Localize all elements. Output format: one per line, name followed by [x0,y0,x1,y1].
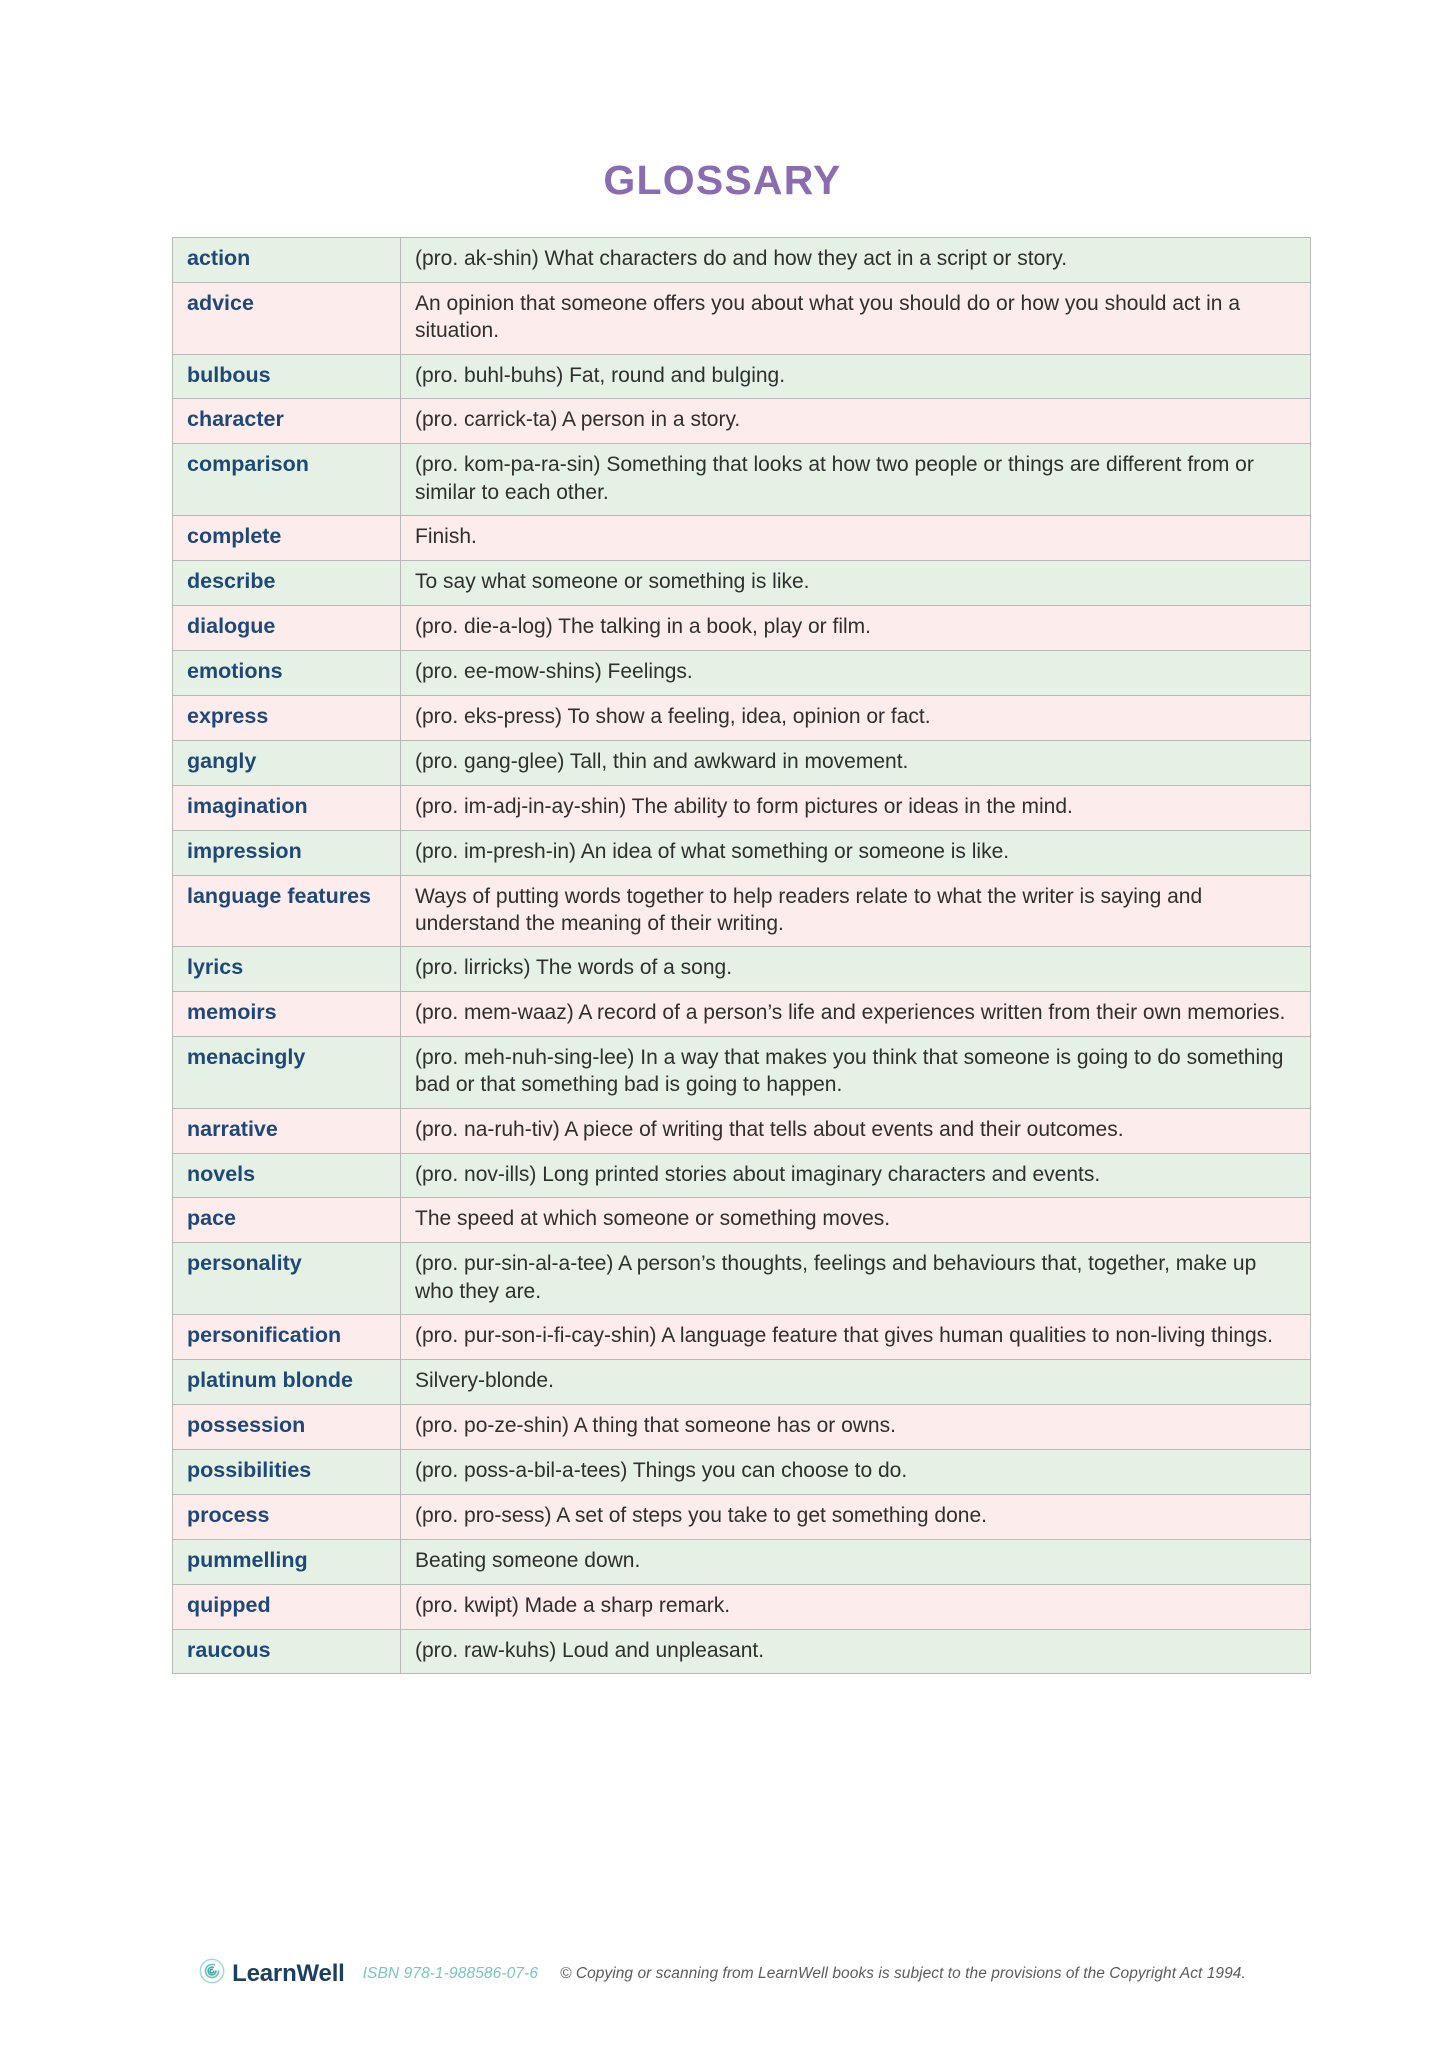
glossary-table-body [173,238,1311,1674]
glossary-row [173,1629,1311,1674]
glossary-row [173,238,1311,283]
glossary-definition: The speed at which someone or something moves. [401,1198,1311,1243]
glossary-row [173,399,1311,444]
glossary-row [173,1036,1311,1108]
copyright-notice: © Copying or scanning from LearnWell books is subject to the provisions of the Copyright Act 1994. [560,1964,1246,1982]
glossary-term: memoirs [173,992,401,1037]
glossary-term: quipped [173,1584,401,1629]
glossary-term: lyrics [173,947,401,992]
glossary-definition: (pro. poss-a-bil-a-tees) Things you can choose to do. [401,1449,1311,1494]
glossary-row [173,1584,1311,1629]
glossary-term: bulbous [173,354,401,399]
glossary-row [173,1404,1311,1449]
glossary-row [173,1494,1311,1539]
glossary-definition: Silvery-blonde. [401,1359,1311,1404]
glossary-row [173,444,1311,516]
glossary-term: novels [173,1153,401,1198]
glossary-definition: (pro. im-adj-in-ay-shin) The ability to form pictures or ideas in the mind. [401,785,1311,830]
glossary-term: impression [173,830,401,875]
glossary-row [173,947,1311,992]
glossary-row [173,605,1311,650]
glossary-definition: (pro. kom-pa-ra-sin) Something that looks at how two people or things are different from or similar to each other. [401,444,1311,516]
glossary-row [173,650,1311,695]
glossary-definition: (pro. ee-mow-shins) Feelings. [401,650,1311,695]
glossary-definition: (pro. raw-kuhs) Loud and unpleasant. [401,1629,1311,1674]
glossary-row [173,785,1311,830]
glossary-definition: (pro. pur-son-i-fi-cay-shin) A language feature that gives human qualities to non-living things. [401,1314,1311,1359]
glossary-definition: (pro. im-presh-in) An idea of what something or someone is like. [401,830,1311,875]
glossary-row [173,1539,1311,1584]
glossary-row [173,516,1311,561]
glossary-definition: (pro. na-ruh-tiv) A piece of writing that tells about events and their outcomes. [401,1108,1311,1153]
glossary-row [173,1243,1311,1315]
glossary-definition: (pro. pur-sin-al-a-tee) A person’s thoughts, feelings and behaviours that, together, make up who they are. [401,1243,1311,1315]
learnwell-logo [199,1958,344,1989]
glossary-term: character [173,399,401,444]
glossary-term: express [173,695,401,740]
glossary-term: describe [173,560,401,605]
glossary-row [173,1153,1311,1198]
glossary-term: complete [173,516,401,561]
glossary-term: process [173,1494,401,1539]
glossary-term: imagination [173,785,401,830]
glossary-row [173,560,1311,605]
glossary-definition: (pro. gang-glee) Tall, thin and awkward in movement. [401,740,1311,785]
glossary-row [173,282,1311,354]
glossary-term: pummelling [173,1539,401,1584]
glossary-row [173,740,1311,785]
glossary-definition: (pro. meh-nuh-sing-lee) In a way that makes you think that someone is going to do something bad or that something bad is going to happen. [401,1036,1311,1108]
glossary-row [173,354,1311,399]
glossary-term: advice [173,282,401,354]
glossary-term: dialogue [173,605,401,650]
glossary-definition: Finish. [401,516,1311,561]
glossary-definition: (pro. lirricks) The words of a song. [401,947,1311,992]
page-title: GLOSSARY [603,157,842,203]
glossary-term: emotions [173,650,401,695]
glossary-definition: To say what someone or something is like. [401,560,1311,605]
glossary-row [173,695,1311,740]
glossary-term: comparison [173,444,401,516]
glossary-definition: (pro. nov-ills) Long printed stories about imaginary characters and events. [401,1153,1311,1198]
glossary-row [173,1449,1311,1494]
glossary-row [173,1198,1311,1243]
glossary-definition: Beating someone down. [401,1539,1311,1584]
page-footer [0,1958,1445,1989]
glossary-row [173,875,1311,947]
glossary-term: gangly [173,740,401,785]
brand-name: LearnWell [232,1959,345,1987]
glossary-definition: An opinion that someone offers you about what you should do or how you should act in a situation. [401,282,1311,354]
glossary-term: platinum blonde [173,1359,401,1404]
glossary-row [173,830,1311,875]
isbn-text: ISBN 978-1-988586-07-6 [362,1964,539,1982]
glossary-term: personification [173,1314,401,1359]
glossary-definition: (pro. mem-waaz) A record of a person’s life and experiences written from their own memories. [401,992,1311,1037]
glossary-definition: (pro. buhl-buhs) Fat, round and bulging. [401,354,1311,399]
glossary-table [172,237,1311,1674]
glossary-definition: (pro. die-a-log) The talking in a book, play or film. [401,605,1311,650]
glossary-definition: Ways of putting words together to help readers relate to what the writer is saying and understand the meaning of their writing. [401,875,1311,947]
glossary-term: narrative [173,1108,401,1153]
glossary-definition: (pro. pro-sess) A set of steps you take to get something done. [401,1494,1311,1539]
glossary-definition: (pro. ak-shin) What characters do and how they act in a script or story. [401,238,1311,283]
glossary-row [173,992,1311,1037]
glossary-term: raucous [173,1629,401,1674]
glossary-row [173,1314,1311,1359]
glossary-term: possession [173,1404,401,1449]
glossary-term: possibilities [173,1449,401,1494]
glossary-definition: (pro. eks-press) To show a feeling, idea, opinion or fact. [401,695,1311,740]
glossary-row [173,1108,1311,1153]
glossary-term: action [173,238,401,283]
spiral-icon [199,1958,225,1989]
glossary-row [173,1359,1311,1404]
glossary-term: menacingly [173,1036,401,1108]
glossary-definition: (pro. po-ze-shin) A thing that someone has or owns. [401,1404,1311,1449]
glossary-definition: (pro. kwipt) Made a sharp remark. [401,1584,1311,1629]
glossary-definition: (pro. carrick-ta) A person in a story. [401,399,1311,444]
glossary-term: pace [173,1198,401,1243]
glossary-term: language features [173,875,401,947]
glossary-term: personality [173,1243,401,1315]
